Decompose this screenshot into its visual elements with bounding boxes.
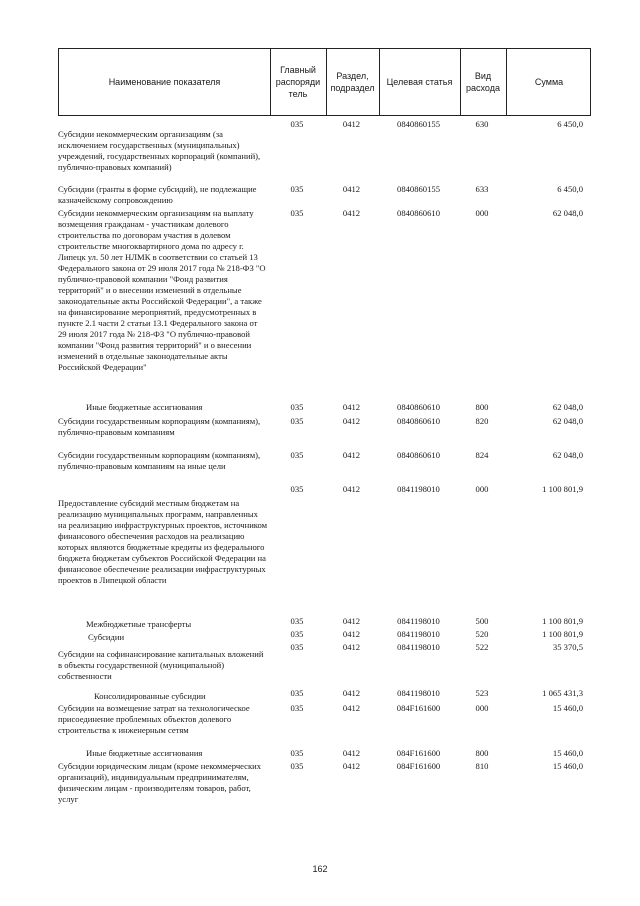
row-name: Субсидии на возмещение затрат на технологическое присоединение проблемных объектов долевого строительства к инженерным сетям [58,703,250,735]
row-glav: 035 [290,761,304,771]
row-name: Субсидии юридическим лицам (кроме некоммерческих организаций), индивидуальным предпринимателям, физическим лицам - производителям товаров, работ, услуг [58,761,262,804]
row-name: Субсидии государственным корпорациям (компаниям), публично-правовым компаниям [58,416,261,437]
row-name: Иные бюджетные ассигнования [86,748,203,758]
row-celev: 0840860610 [397,450,440,460]
row-glav: 035 [290,450,304,460]
row-glav: 035 [290,748,304,758]
row-razdel: 0412 [342,629,361,639]
row-razdel: 0412 [342,484,361,494]
row-razdel: 0412 [342,761,361,771]
row-glav: 035 [290,629,304,639]
row-razdel: 0412 [342,184,361,194]
row-name: Иные бюджетные ассигнования [86,402,203,412]
row-celev: 0840860610 [397,208,440,218]
row-sum: 6 450,0 [557,184,583,194]
row-glav: 035 [290,184,304,194]
row-name: Субсидии некоммерческим организациям на выплату возмещения гражданам - участникам долевого строительства по договорам участия в долевом строительстве многоквартирного дома по адресу г. Липецк ул. 50 лет НЛМК в соответствии со статьей 13 Федерального закона от 29 июля 2017 года № 218-ФЗ "О публично-правовой компании "Фонд развития территорий" и о внесении изменений в отдельные законодательные акты Российской Федерации", а также на финансирование мероприятий, предусмотренных в пункте 2.1 части 2 статьи 13.1 Федерального закона от 29 июля 2017 года № 218-ФЗ "О публично-правовой компании "Фонд развития территорий" и о внесении изменений в отдельные законодательные акты Российской Федерации" [58,208,266,372]
row-celev: 0841198010 [397,484,440,494]
row-name: Субсидии некоммерческим организациям (за исключением государственных (муниципальных) учреждений, государственных корпораций (компаний), публично-правовых компаний) [58,129,261,172]
header-name: Наименование показателя [108,77,221,87]
row-celev: 084F161600 [396,748,441,758]
row-razdel: 0412 [342,748,361,758]
row-name: Субсидии государственным корпорациям (компаниям), публично-правовым компаниям на иные цели [58,450,261,471]
row-sum: 1 100 801,9 [542,616,583,626]
page-number: 162 [312,864,328,874]
row-sum: 1 065 431,3 [542,688,583,698]
row-glav: 035 [290,484,304,494]
row-glav: 035 [290,402,304,412]
row-sum: 15 460,0 [552,761,583,771]
row-razdel: 0412 [342,642,361,652]
row-name: Субсидии (гранты в форме субсидий), не подлежащие казначейскому сопровождению [58,184,257,205]
row-sum: 15 460,0 [552,748,583,758]
header-glav: Главный распоряди тель [275,65,321,99]
row-glav: 035 [290,416,304,426]
row-sum: 62 048,0 [552,450,583,460]
row-celev: 084F161600 [396,761,441,771]
table-header [58,48,591,116]
row-sum: 62 048,0 [552,402,583,412]
row-sum: 6 450,0 [557,119,583,129]
row-vid: 520 [475,629,489,639]
row-vid: 500 [475,616,489,626]
row-vid: 000 [475,484,489,494]
row-sum: 35 370,5 [552,642,583,652]
row-name: Субсидии на софинансирование капитальных вложений в объекты государственной (муниципальной) собственности [58,649,264,681]
row-glav: 035 [290,688,304,698]
header-vid: Вид расхода [466,71,500,93]
row-vid: 630 [475,119,489,129]
row-vid: 800 [475,402,489,412]
row-vid: 522 [475,642,489,652]
row-sum: 62 048,0 [552,416,583,426]
row-vid: 824 [475,450,489,460]
row-vid: 000 [475,703,489,713]
row-vid: 810 [475,761,489,771]
row-razdel: 0412 [342,688,361,698]
row-vid: 800 [475,748,489,758]
row-vid: 633 [475,184,489,194]
row-vid: 820 [475,416,489,426]
row-celev: 0840860610 [397,402,440,412]
row-name: Субсидии [88,632,125,642]
row-glav: 035 [290,616,304,626]
row-celev: 0840860610 [397,416,440,426]
row-sum: 1 100 801,9 [542,484,583,494]
row-glav: 035 [290,703,304,713]
row-celev: 0840860155 [397,119,440,129]
row-razdel: 0412 [342,416,361,426]
row-name: Межбюджетные трансферты [86,619,192,629]
row-razdel: 0412 [342,119,361,129]
row-celev: 084F161600 [396,703,441,713]
row-glav: 035 [290,642,304,652]
row-sum: 62 048,0 [552,208,583,218]
row-vid: 000 [475,208,489,218]
row-razdel: 0412 [342,450,361,460]
row-vid: 523 [475,688,489,698]
row-razdel: 0412 [342,402,361,412]
header-summa: Сумма [534,77,564,87]
row-glav: 035 [290,119,304,129]
row-sum: 1 100 801,9 [542,629,583,639]
row-celev: 0840860155 [397,184,440,194]
row-razdel: 0412 [342,703,361,713]
row-razdel: 0412 [342,616,361,626]
row-name: Предоставление субсидий местным бюджетам на реализацию муниципальных программ, направленных на реализацию инфраструктурных проектов, источником финансового обеспечения расходов на реализацию которых являются бюджетные кредиты из федерального бюджета бюджетам субъектов Российской Федерации на финансовое обеспечение реализации инфраструктурных проектов в Липецкой области [58,498,268,585]
row-glav: 035 [290,208,304,218]
header-celev: Целевая статья [386,77,453,87]
row-celev: 0841198010 [397,642,440,652]
row-razdel: 0412 [342,208,361,218]
header-razdel: Раздел, подраздел [330,71,375,93]
row-celev: 0841198010 [397,629,440,639]
row-name: Консолидированные субсидии [94,691,206,701]
row-sum: 15 460,0 [552,703,583,713]
row-celev: 0841198010 [397,616,440,626]
row-celev: 0841198010 [397,688,440,698]
